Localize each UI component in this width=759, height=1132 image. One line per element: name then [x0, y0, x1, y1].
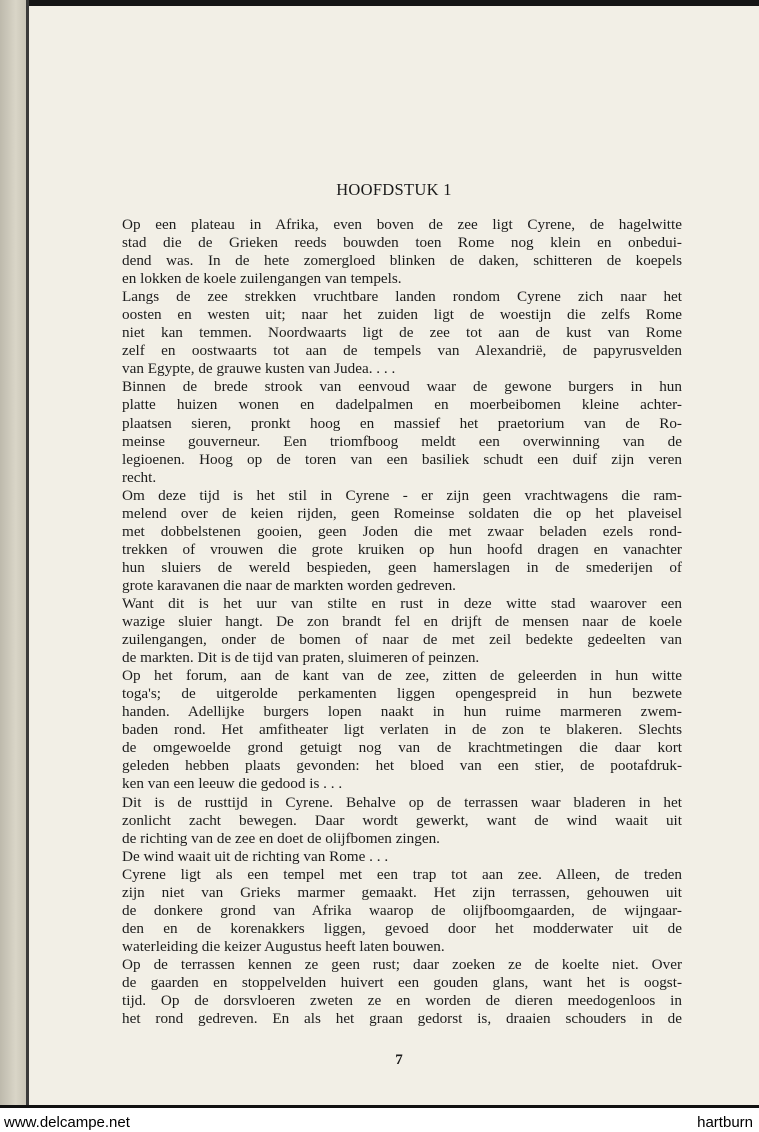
- text-line: hun sluiers de wereld bespieden, geen hamerslagen in de smederijen of: [122, 558, 682, 576]
- text-line: wazige sluier hangt. De zon brandt fel en drijft de mensen naar de koele: [122, 613, 682, 631]
- text-line: handen. Adellijke burgers lopen naakt in hun ruime marmeren zwem-: [122, 703, 682, 721]
- text-line: Want dit is het uur van stilte en rust in deze witte stad waarover een: [122, 594, 682, 612]
- text-line: ken van een leeuw die gedood is . . .: [122, 775, 343, 793]
- text-line: dend was. In de hete zomergloed blinken de daken, schitteren de koepels: [122, 252, 682, 270]
- text-line: zonlicht zacht bewegen. Daar wordt gewerkt, want de wind waait uit: [122, 811, 682, 829]
- text-line: plaatsen sieren, pronkt hoog en massief het praetorium van de Ro-: [122, 414, 682, 432]
- text-line: Op de terrassen kennen ze geen rust; daar zoeken ze de koelte niet. Over: [122, 955, 682, 973]
- text-line: melend over de keien rijden, geen Romeinse soldaten die op het plaveisel: [122, 504, 682, 522]
- text-line: van Egypte, de grauwe kusten van Judea. . . .: [122, 360, 396, 378]
- text-line: Op een plateau in Afrika, even boven de zee ligt Cyrene, de hagelwitte: [122, 216, 682, 233]
- text-line: zijn niet van Grieks marmer gemaakt. Het zijn terrassen, gehouwen uit: [122, 883, 682, 901]
- text-line: grote karavanen die naar de markten worden gedreven.: [122, 576, 456, 594]
- text-line: platte huizen wonen en dadelpalmen en moerbeibomen kleine achter-: [122, 396, 682, 414]
- text-line: de omgewoelde grond getuigt nog van de krachtmetingen die daar kort: [122, 739, 682, 757]
- text-line: het rond gedreven. En als het graan gedorst is, draaien schouders in de: [122, 1010, 682, 1028]
- text-line: stad die de Grieken reeds bouwden toen Rome nog klein en onbedui-: [122, 234, 682, 252]
- text-line: baden rond. Het amfitheater ligt verlaten in de zon te blakeren. Slechts: [122, 721, 682, 739]
- text-line: Op het forum, aan de kant van de zee, zitten de geleerden in hun witte: [122, 667, 682, 685]
- text-line: en lokken de koele zuilengangen van tempels.: [122, 270, 402, 288]
- text-line: de markten. Dit is de tijd van praten, sluimeren of peinzen.: [122, 649, 480, 667]
- text-line: toga's; de uitgerolde perkamenten liggen opengespreid in hun bezwete: [122, 685, 682, 703]
- footer-bar: [0, 1105, 759, 1132]
- text-line: geleden hebben plaats gevonden: het bloed van een stier, de pootafdruk-: [122, 757, 682, 775]
- text-line: den en de korenakkers liggen, gevoed door het modderwater uit de: [122, 919, 682, 937]
- body-text: [122, 216, 682, 1028]
- text-line: Om deze tijd is het stil in Cyrene - er zijn geen vrachtwagens die ram-: [122, 486, 682, 504]
- text-line: Langs de zee strekken vruchtbare landen rondom Cyrene zich naar het: [122, 288, 682, 306]
- text-line: Cyrene ligt als een tempel met een trap tot aan zee. Alleen, de treden: [122, 865, 682, 883]
- text-line: Binnen de brede strook van eenvoud waar de gewone burgers in hun: [122, 378, 682, 396]
- book-spine: [0, 0, 26, 1105]
- text-line: tijd. Op de dorsvloeren zweten ze en worden de dieren meedogenloos in: [122, 992, 682, 1010]
- text-line: waterleiding die keizer Augustus heeft laten bouwen.: [122, 937, 445, 955]
- text-line: met dobbelstenen gooien, geen Joden die met zwaar beladen ezels rond-: [122, 522, 682, 540]
- text-line: zuilengangen, onder de bomen of naar de met zeil bedekte gedeelten van: [122, 631, 682, 649]
- text-line: Dit is de rusttijd in Cyrene. Behalve op de terrassen waar bladeren in het: [122, 793, 682, 811]
- text-line: niet kan temmen. Noordwaarts ligt de zee tot aan de kust van Rome: [122, 324, 682, 342]
- text-line: meinse gouverneur. Een triomfboog meldt een overwinning van de: [122, 432, 682, 450]
- footer-seller-label: hartburn: [697, 1114, 753, 1131]
- footer-rule: [0, 1105, 759, 1108]
- text-line: de donkere grond van Afrika waarop de olijfboomgaarden, de wijngaar-: [122, 901, 682, 919]
- text-line: de richting van de zee en doet de olijfbomen zingen.: [122, 829, 440, 847]
- text-line: legioenen. Hoog op de toren van een basiliek schudt een duif zijn veren: [122, 450, 682, 468]
- text-line: trekken of vrouwen die grote kruiken op hun hoofd dragen en vanachter: [122, 540, 682, 558]
- text-line: recht.: [122, 468, 157, 486]
- page-number: 7: [395, 1052, 403, 1068]
- text-line: de gaarden en stoppelvelden huivert een gouden glans, want het is oogst-: [122, 973, 682, 991]
- text-line: oosten en westen uit; naar het zuiden ligt de woestijn die zelfs Rome: [122, 306, 682, 324]
- text-line: De wind waait uit de richting van Rome . . .: [122, 847, 389, 865]
- chapter-title: HOOFDSTUK 1: [336, 180, 452, 199]
- text-line: zelf en oostwaarts tot aan de tempels van Alexandrië, de papyrusvelden: [122, 342, 682, 360]
- footer-source-label: www.delcampe.net: [4, 1114, 130, 1131]
